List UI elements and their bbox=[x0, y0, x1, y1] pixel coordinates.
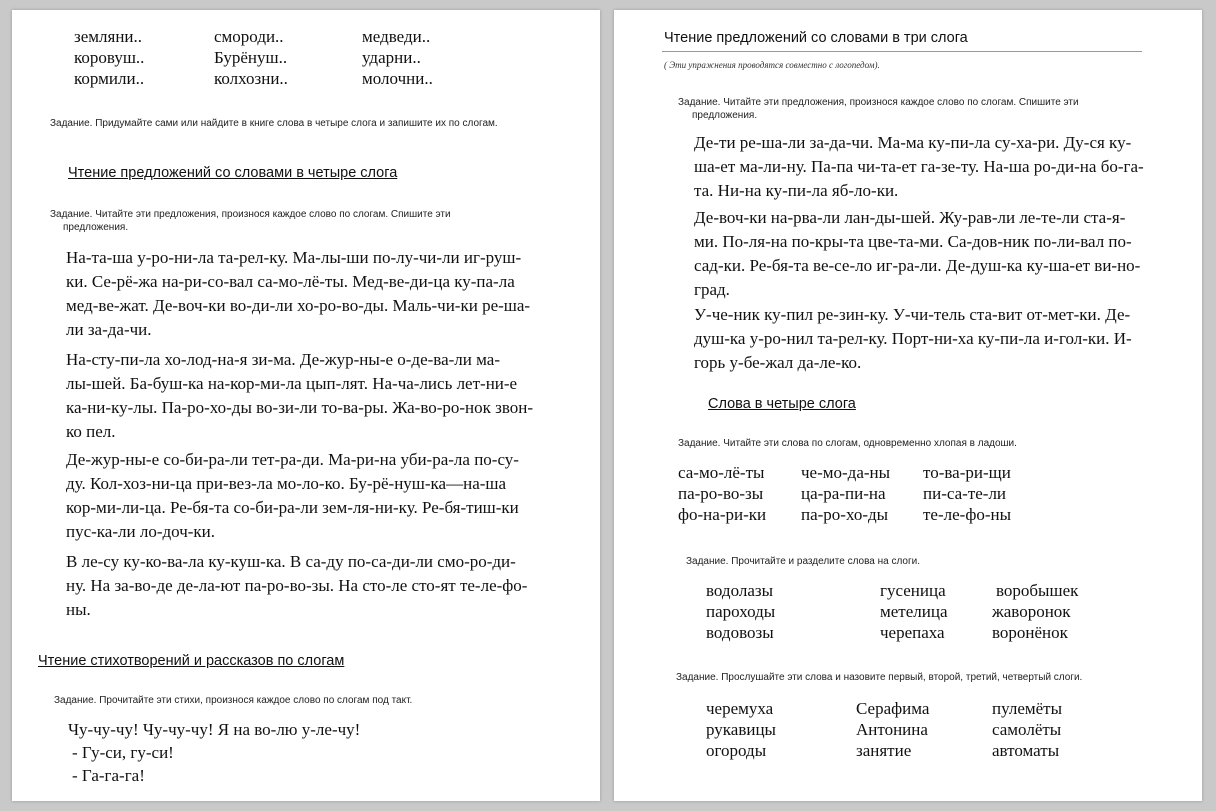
note: ( Эти упражнения проводятся совместно с логопедом). bbox=[664, 60, 880, 70]
word-row bbox=[678, 483, 1098, 504]
task-instruction: Задание. Придумайте сами или найдите в книге слова в четыре слога и запишите их по слогам. bbox=[50, 118, 498, 129]
word: то-ва-ри-щи bbox=[923, 463, 1011, 482]
word: водовозы bbox=[706, 623, 774, 642]
word: Бурёнуш.. bbox=[214, 48, 288, 67]
word: пароходы bbox=[706, 602, 776, 621]
word: земляни.. bbox=[74, 27, 143, 46]
reading-paragraph: У-че-ник ку-пил ре-зин-ку. У-чи-тель ста-вит от-мет-ки. Де- душ-ка у-ро-нил та-рел-ку. Порт-ни-ха ку-пи-ла и-гол-ки. И- горь у-бе-жал да-ле-ко. bbox=[694, 305, 1132, 372]
poem bbox=[68, 718, 360, 787]
word: са-мо-лё-ты bbox=[678, 463, 765, 482]
word-row bbox=[706, 622, 1126, 643]
word: фо-на-ри-ки bbox=[678, 505, 767, 524]
word-row bbox=[706, 698, 1126, 719]
word: пи-са-те-ли bbox=[923, 484, 1007, 503]
word: па-ро-во-зы bbox=[678, 484, 764, 503]
task-instruction: Задание. Читайте эти слова по слогам, одновременно хлопая в ладоши. bbox=[678, 438, 1017, 449]
word: те-ле-фо-ны bbox=[923, 505, 1012, 524]
word: воробышек bbox=[996, 581, 1079, 600]
section-heading: Чтение предложений со словами в три слога bbox=[664, 30, 968, 46]
reading-paragraph: Де-жур-ны-е со-би-ра-ли тет-ра-ди. Ма-ри-на уби-ра-ла по-су- ду. Кол-хоз-ни-ца при-вез-ла мо-ло-ко. Бу-рё-нуш-ка—на-ша кор-ми-ли-ца. Ре-бя-та со-би-ра-ли зем-ля-ни-ку. Ре-бя-тиш-ки пус-ка-ли ло-доч-ки. bbox=[66, 450, 519, 541]
word: па-ро-хо-ды bbox=[801, 505, 889, 524]
task-instruction: Задание. Читайте эти предложения, произнося каждое слово по слогам. Спишите эти предложения. bbox=[50, 209, 451, 233]
reading-paragraph: Де-воч-ки на-рва-ли лан-ды-шей. Жу-рав-ли ле-те-ли ста-я- ми. По-ля-на по-кры-та цве-та-ми. Са-дов-ник по-ли-вал по- сад-ки. Ре-бя-та ве-се-ло иг-ра-ли. Де-душ-ка ку-ша-ет ви-но- град. bbox=[694, 208, 1141, 299]
poem-line: - Гу-си, гу-си! bbox=[72, 743, 174, 762]
reading-paragraph: Де-ти ре-ша-ли за-да-чи. Ма-ма ку-пи-ла су-ха-ри. Ду-ся ку- ша-ет ма-ли-ну. Па-па чи-та-ет га-зе-ту. На-ша ро-ди-на бо-га- та. Ни-на ку-пи-ла яб-ло-ки. bbox=[694, 133, 1144, 200]
word-row bbox=[74, 26, 494, 47]
word: воронёнок bbox=[992, 623, 1068, 642]
poem-line: - Га-га-га! bbox=[72, 766, 145, 785]
word: автоматы bbox=[992, 741, 1060, 760]
listen-words-grid bbox=[706, 698, 1126, 761]
word-row bbox=[678, 462, 1098, 483]
syllable-words-grid bbox=[678, 462, 1098, 525]
poem-line: Чу-чу-чу! Чу-чу-чу! Я на во-лю у-ле-чу! bbox=[68, 720, 361, 739]
word: черемуха bbox=[706, 699, 774, 718]
reading-paragraph: На-та-ша у-ро-ни-ла та-рел-ку. Ма-лы-ши по-лу-чи-ли иг-руш- ки. Се-рё-жа на-ри-со-вал са-мо-лё-ты. Мед-ве-ди-ца ку-па-ла мед-ве-жат. Де-воч-ки во-ди-ли хо-ро-во-ды. Маль-чи-ки ре-ша- ли за-да-чи. bbox=[66, 248, 531, 339]
word: черепаха bbox=[880, 623, 945, 642]
right-page bbox=[614, 10, 1202, 801]
top-words-grid bbox=[74, 26, 494, 89]
word: ца-ра-пи-на bbox=[801, 484, 886, 503]
task-instruction: Задание. Прочитайте эти стихи, произнося каждое слово по слогам под такт. bbox=[54, 695, 413, 706]
word: огороды bbox=[706, 741, 767, 760]
word: молочни.. bbox=[362, 69, 433, 88]
word: ударни.. bbox=[362, 48, 421, 67]
reading-paragraph: В ле-су ку-ко-ва-ла ку-куш-ка. В са-ду по-са-ди-ли смо-ро-ди- ну. На за-во-де де-ла-ют па-ро-во-зы. На сто-ле сто-ят те-ле-фо- ны. bbox=[66, 552, 528, 619]
word: кормили.. bbox=[74, 69, 145, 88]
left-page bbox=[12, 10, 600, 801]
word: водолазы bbox=[706, 581, 774, 600]
word: медведи.. bbox=[362, 27, 431, 46]
word: самолёты bbox=[992, 720, 1062, 739]
word: занятие bbox=[856, 741, 912, 760]
reading-paragraph: На-сту-пи-ла хо-лод-на-я зи-ма. Де-жур-ны-е о-де-ва-ли ма- лы-шей. Ба-буш-ка на-кор-ми-ла цып-лят. На-ча-лись лет-ни-е ка-ни-ку-лы. Па-ро-хо-ды во-зи-ли то-ва-ры. Жа-во-ро-нок звон- ко пел. bbox=[66, 350, 534, 441]
word: Серафима bbox=[856, 699, 930, 718]
word: Антонина bbox=[856, 720, 928, 739]
section-heading: Чтение стихотворений и рассказов по слогам bbox=[38, 653, 345, 669]
section-heading: Слова в четыре слога bbox=[708, 396, 856, 412]
word-row bbox=[706, 580, 1126, 601]
heading-rule bbox=[662, 51, 1142, 52]
word-row bbox=[678, 504, 1098, 525]
word: че-мо-да-ны bbox=[801, 463, 891, 482]
word-row bbox=[74, 47, 494, 68]
word: коровуш.. bbox=[74, 48, 145, 67]
word: жаворонок bbox=[992, 602, 1071, 621]
word-row bbox=[706, 601, 1126, 622]
word: колхозни.. bbox=[214, 69, 288, 88]
word: пулемёты bbox=[992, 699, 1063, 718]
word: метелица bbox=[880, 602, 948, 621]
divide-words-grid bbox=[706, 580, 1126, 643]
task-instruction: Задание. Прослушайте эти слова и назовите первый, второй, третий, четвертый слоги. bbox=[676, 672, 1083, 683]
word-row bbox=[74, 68, 494, 89]
task-instruction: Задание. Читайте эти предложения, произнося каждое слово по слогам. Спишите эти предложения. bbox=[678, 97, 1079, 121]
word: смороди.. bbox=[214, 27, 284, 46]
task-instruction: Задание. Прочитайте и разделите слова на слоги. bbox=[686, 556, 920, 567]
word: рукавицы bbox=[706, 720, 776, 739]
word: гусеница bbox=[880, 581, 946, 600]
word-row bbox=[706, 719, 1126, 740]
word-row bbox=[706, 740, 1126, 761]
section-heading: Чтение предложений со словами в четыре слога bbox=[68, 165, 398, 181]
